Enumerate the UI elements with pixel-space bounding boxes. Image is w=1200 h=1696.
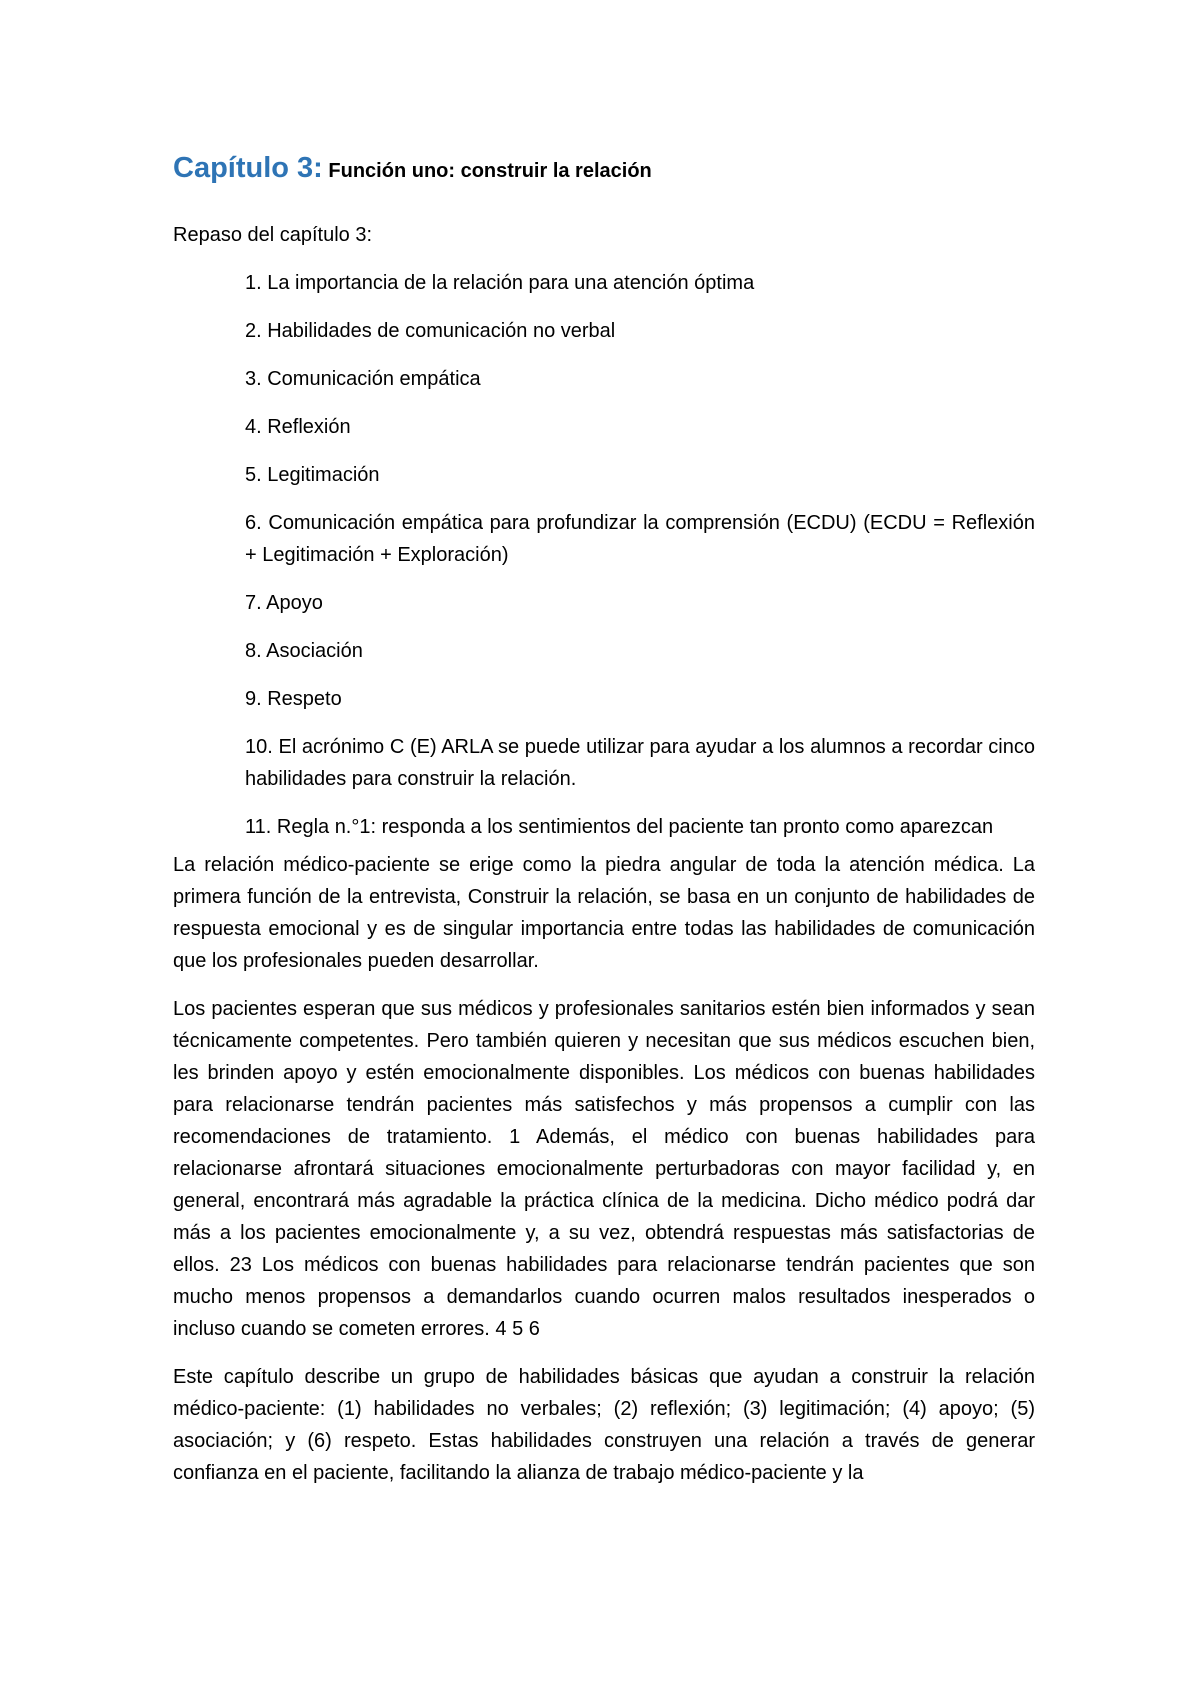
review-item: 7. Apoyo bbox=[245, 592, 323, 614]
body-paragraph: Los pacientes esperan que sus médicos y profesionales sanitarios estén bien informados y sean técnicamente competentes. Pero también quieren y necesitan que sus médicos escuchen bien, les brinden apoyo y estén emocionalmente disponibles. Los médicos con buenas habilidades para relacionarse tendrán pacientes más satisfechos y más propensos a cumplir con las recomendaciones de tratamiento. 1 Además, el médico con buenas habilidades para relacionarse afrontará situaciones emocionalmente perturbadoras con mayor facilidad y, en general, encontrará más agradable la práctica clínica de la medicina. Dicho médico podrá dar más a los pacientes emocionalmente y, a su vez, obtendrá respuestas más satisfactorias de ellos. 23 Los médicos con buenas habilidades para relacionarse tendrán pacientes que son mucho menos propensos a demandarlos cuando ocurren malos resultados inesperados o incluso cuando se cometen errores. 4 5 6 bbox=[173, 998, 1035, 1340]
review-item: 5. Legitimación bbox=[245, 464, 380, 486]
review-item: 6. Comunicación empática para profundizar la comprensión (ECDU) (ECDU = Reflexión + Legitimación + Exploración) bbox=[245, 512, 1035, 566]
body-paragraph: La relación médico-paciente se erige como la piedra angular de toda la atención médica. La primera función de la entrevista, Construir la relación, se basa en un conjunto de habilidades de respuesta emocional y es de singular importancia entre todas las habilidades de comunicación que los profesionales pueden desarrollar. bbox=[173, 854, 1035, 972]
chapter-label: Capítulo 3: bbox=[173, 152, 323, 184]
document-content bbox=[173, 148, 1035, 1505]
chapter-heading bbox=[173, 148, 1035, 189]
body-paragraph: Este capítulo describe un grupo de habilidades básicas que ayudan a construir la relación médico-paciente: (1) habilidades no verbales; (2) reflexión; (3) legitimación; (4) apoyo; (5) asociación; y (6) respeto. Estas habilidades construyen una relación a través de generar confianza en el paciente, facilitando la alianza de trabajo médico-paciente y la bbox=[173, 1366, 1035, 1484]
review-item: 1. La importancia de la relación para una atención óptima bbox=[245, 272, 755, 294]
review-item: 4. Reflexión bbox=[245, 416, 351, 438]
review-list bbox=[173, 267, 1035, 843]
review-title: Repaso del capítulo 3: bbox=[173, 224, 373, 246]
review-item: 8. Asociación bbox=[245, 640, 363, 662]
review-item: 2. Habilidades de comunicación no verbal bbox=[245, 320, 616, 342]
review-item: 10. El acrónimo C (E) ARLA se puede utilizar para ayudar a los alumnos a recordar cinco habilidades para construir la relación. bbox=[245, 736, 1035, 790]
review-item: 11. Regla n.°1: responda a los sentimientos del paciente tan pronto como aparezcan bbox=[245, 816, 994, 838]
review-item: 3. Comunicación empática bbox=[245, 368, 481, 390]
chapter-title: Función uno: construir la relación bbox=[322, 160, 652, 182]
review-item: 9. Respeto bbox=[245, 688, 342, 710]
